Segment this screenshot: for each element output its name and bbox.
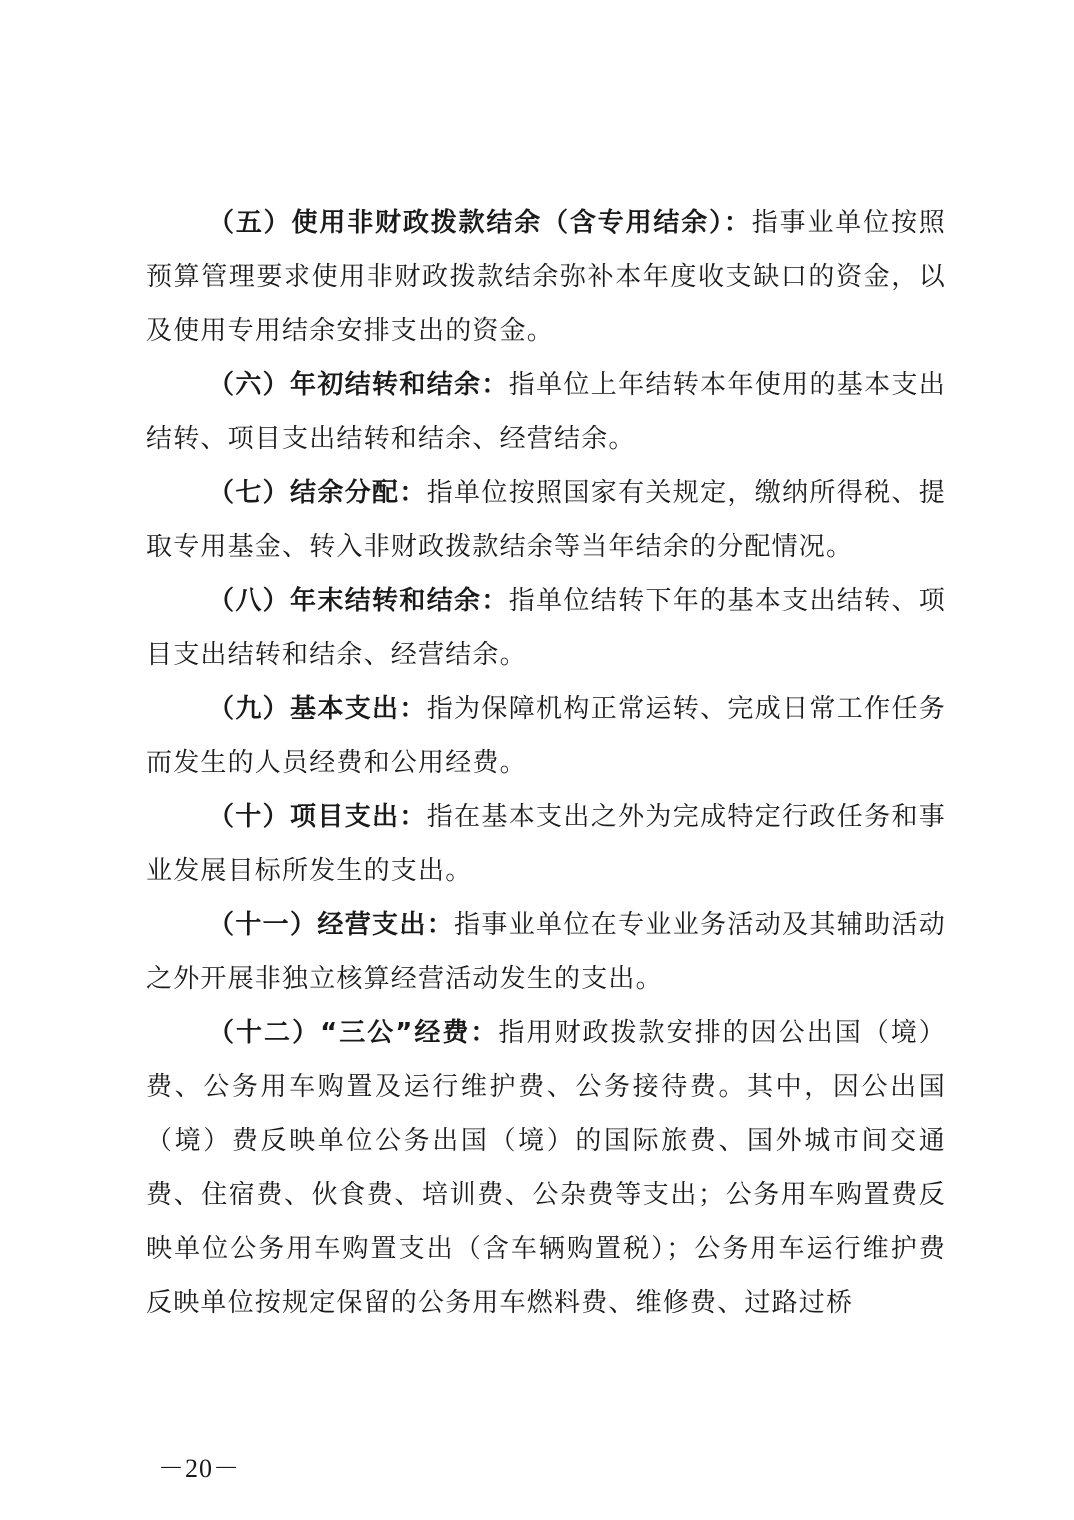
paragraph-term: （十二）“三公”经费： <box>208 1018 499 1048</box>
paragraph-text: 指在基本支出之外为完成特定行政任务和事业发展目标所发生的支出。 <box>146 802 946 886</box>
paragraph-11 <box>146 898 946 1006</box>
paragraph-7 <box>146 466 946 574</box>
paragraph-term: （七）结余分配： <box>208 478 427 508</box>
paragraph-5 <box>146 196 946 358</box>
paragraph-text: 指事业单位按照预算管理要求使用非财政拨款结余弥补本年度收支缺口的资金，以及使用专用结余安排支出的资金。 <box>146 208 946 346</box>
document-body <box>146 196 946 1330</box>
paragraph-text: 指单位上年结转本年使用的基本支出结转、项目支出结转和结余、经营结余。 <box>146 370 947 454</box>
paragraph-9 <box>146 682 946 790</box>
page-number: －20－ <box>158 1454 241 1483</box>
paragraph-10 <box>146 790 946 898</box>
paragraph-12 <box>146 1006 946 1330</box>
paragraph-text: 指单位按照国家有关规定，缴纳所得税、提取专用基金、转入非财政拨款结余等当年结余的分配情况。 <box>146 478 946 562</box>
paragraph-text: 指用财政拨款安排的因公出国（境）费、公务用车购置及运行维护费、公务接待费。其中，因公出国（境）费反映单位公务出国（境）的国际旅费、国外城市间交通费、住宿费、伙食费、培训费、公杂费等支出；公务用车购置费反映单位公务用车购置支出（含车辆购置税）；公务用车运行维护费反映单位按规定保留的公务用车燃料费、维修费、过路过桥 <box>146 1018 946 1318</box>
paragraph-text: 指为保障机构正常运转、完成日常工作任务而发生的人员经费和公用经费。 <box>146 694 946 778</box>
paragraph-text: 指单位结转下年的基本支出结转、项目支出结转和结余、经营结余。 <box>146 586 947 670</box>
paragraph-term: （八）年末结转和结余： <box>208 586 509 616</box>
paragraph-term: （十一）经营支出： <box>208 910 455 940</box>
paragraph-term: （九）基本支出： <box>208 694 427 724</box>
paragraph-term: （十）项目支出： <box>208 802 427 832</box>
paragraph-6 <box>146 358 946 466</box>
paragraph-8 <box>146 574 946 682</box>
paragraph-term: （五）使用非财政拨款结余（含专用结余）： <box>208 208 752 238</box>
paragraph-term: （六）年初结转和结余： <box>208 370 509 400</box>
paragraph-text: 指事业单位在专业业务活动及其辅助活动之外开展非独立核算经营活动发生的支出。 <box>146 910 946 994</box>
